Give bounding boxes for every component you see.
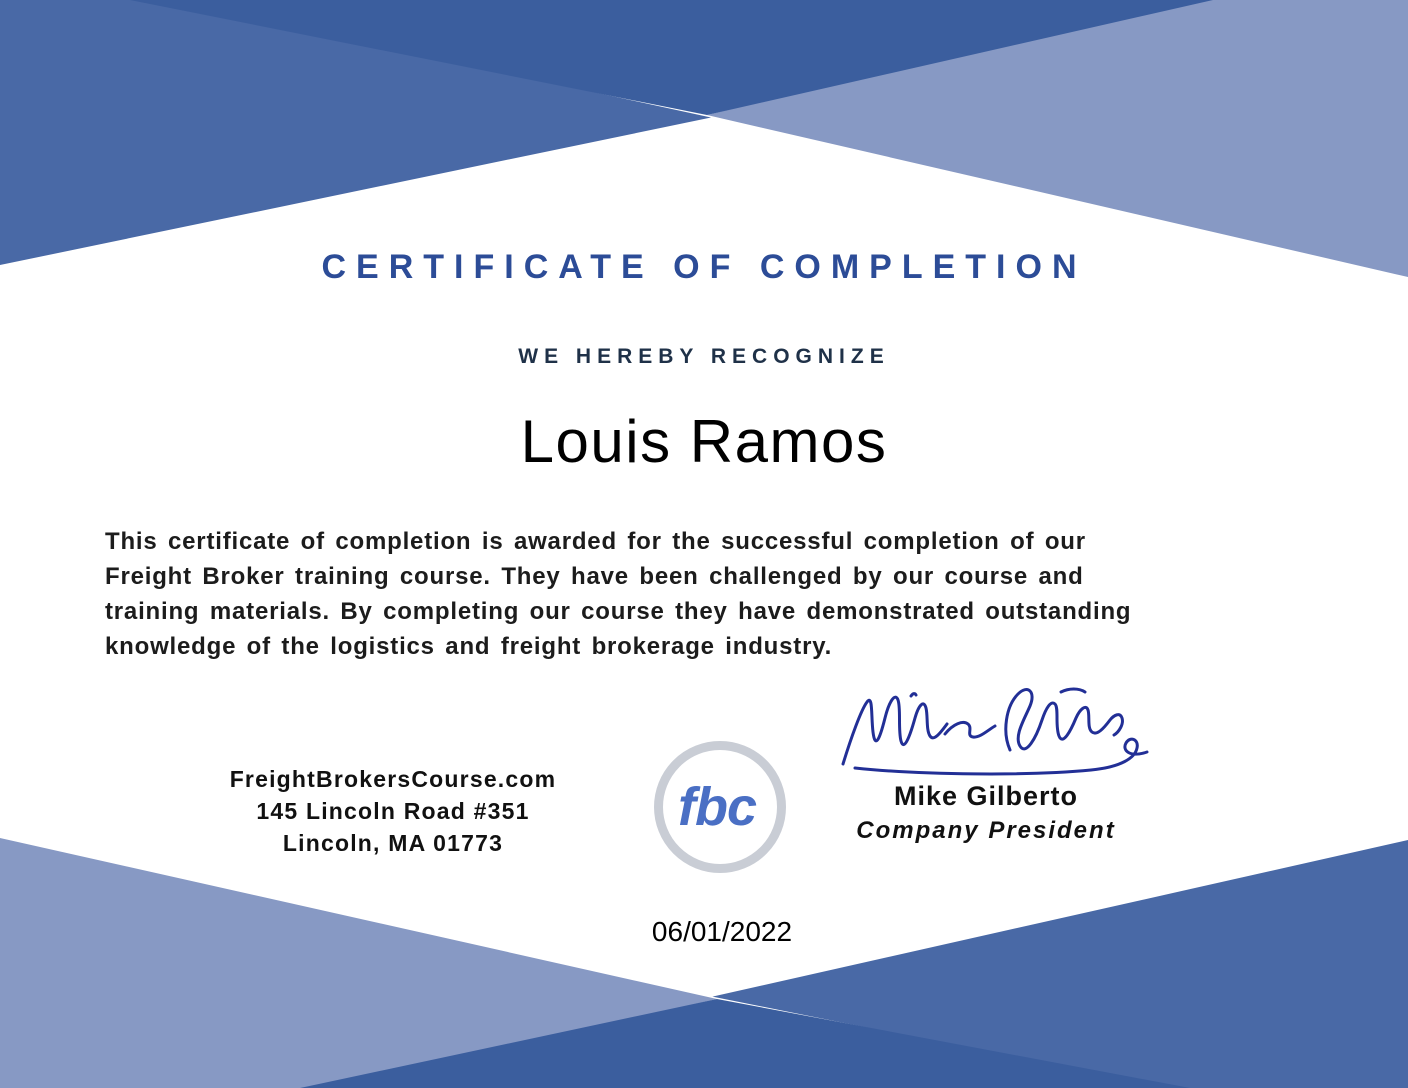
fbc-logo	[654, 741, 786, 873]
body-line-4: knowledge of the logistics and freight brokerage industry.	[105, 633, 833, 660]
signatory-name: Mike Gilberto	[893, 781, 1079, 811]
body-line-3: training materials. By completing our course they have demonstrated outstanding	[105, 598, 1132, 625]
certificate-date: 06/01/2022	[651, 916, 793, 947]
signature-ink-image	[825, 678, 1155, 778]
fbc-logo-text: fbc	[678, 777, 756, 837]
certificate-subtitle: WE HEREBY RECOGNIZE	[518, 345, 890, 368]
signatory-block	[836, 781, 1136, 845]
recipient-name: Louis Ramos	[520, 408, 888, 475]
issuer-address-block	[93, 763, 693, 859]
body-line-2: Freight Broker training course. They have been challenged by our course and	[105, 563, 1084, 590]
issuer-website: FreightBrokersCourse.com	[229, 766, 557, 792]
signatory-title: Company President	[856, 817, 1116, 844]
certificate-title: CERTIFICATE OF COMPLETION	[321, 248, 1087, 286]
issuer-address-line1: 145 Lincoln Road #351	[256, 798, 530, 824]
issuer-address-line2: Lincoln, MA 01773	[282, 830, 504, 856]
body-line-1: This certificate of completion is awarded for the successful completion of our	[105, 528, 1086, 555]
certificate-body-paragraph	[105, 524, 1131, 664]
